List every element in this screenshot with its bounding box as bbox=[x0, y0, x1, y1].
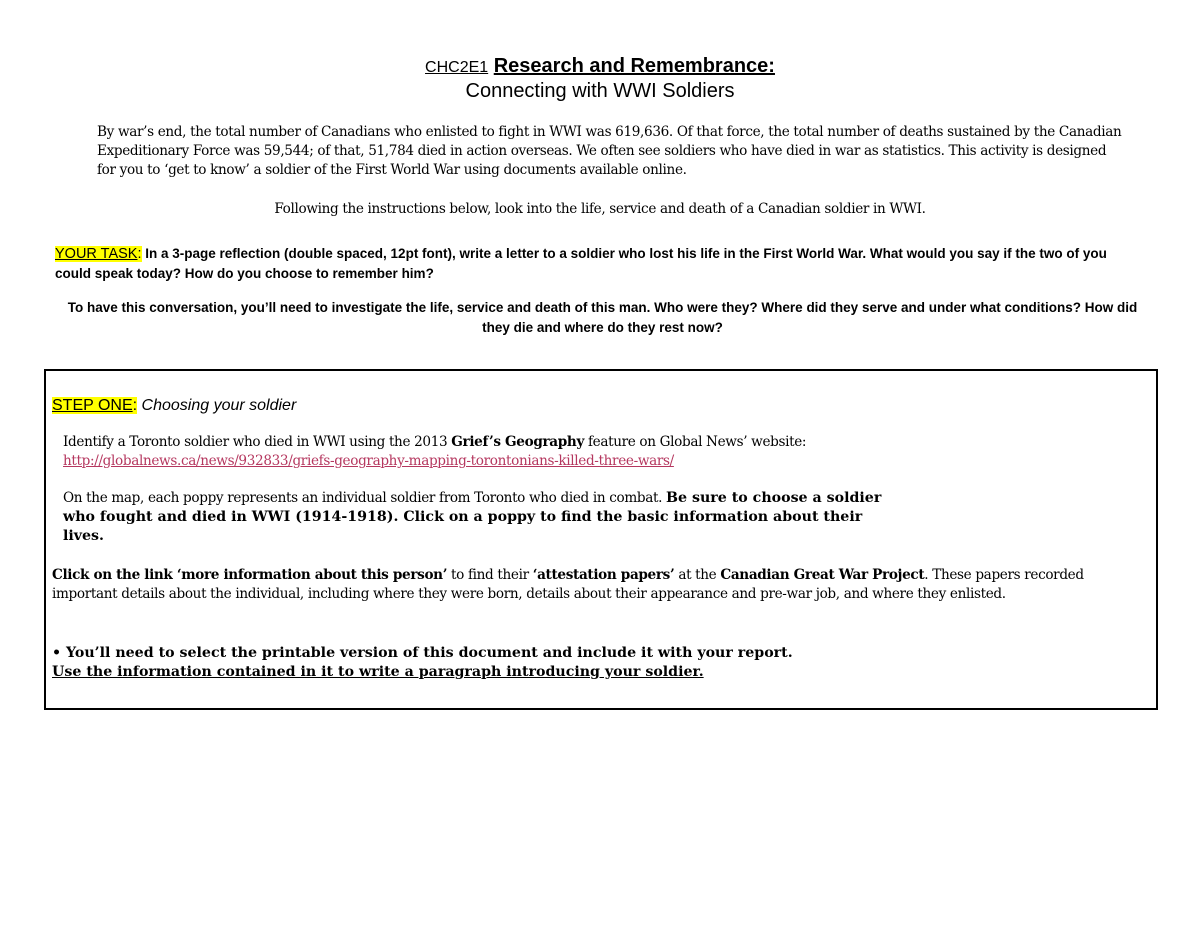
intro-paragraph bbox=[97, 123, 1127, 180]
page-title bbox=[0, 54, 1200, 80]
task-label: YOUR TASK: bbox=[55, 246, 142, 262]
your-task bbox=[55, 244, 1145, 283]
title-text: Research and Remembrance: bbox=[493, 55, 775, 77]
printable-bullet: • You’ll need to select the printable version of this document and include it with your report. bbox=[52, 645, 793, 661]
step-one-heading: STEP ONE: Choosing your soldier bbox=[52, 397, 297, 414]
global-news-link[interactable]: http://globalnews.ca/news/932833/griefs-geography-mapping-torontonians-killed-three-wars/ bbox=[63, 453, 674, 469]
course-code: CHC2E1 bbox=[425, 59, 489, 76]
task-text: In a 3-page reflection (double spaced, 12pt font), write a letter to a soldier who lost his life in the First World War. What would you say if the two of you could speak today? How do you choose to remember him? bbox=[55, 246, 1107, 281]
intro-text: By war’s end, the total number of Canadians who enlisted to fight in WWI was 619,636. Of that force, the total number of deaths sustained by the Canadian Expeditionary Force was 59,544; of that, 51,784 died in action overseas. We often see soldiers who have died in war as statistics. This activity is designed for you to ‘get to know’ a soldier of the First World War using documents available online. bbox=[97, 124, 1122, 178]
identify-paragraph: Identify a Toronto soldier who died in WWI using the 2013 Grief’s Geography feature on Global News’ website: http://globalnews.ca/news/932833/griefs-geography-mapping-torontonians-killed-three-wars/ bbox=[63, 434, 807, 469]
page-subtitle: Connecting with WWI Soldiers bbox=[465, 80, 735, 102]
griefs-geography-title: Grief’s Geography bbox=[451, 434, 584, 450]
following-instructions: Following the instructions below, look into the life, service and death of a Canadian soldier in WWI. bbox=[274, 201, 926, 217]
attestation-paragraph: Click on the link ‘more information about this person’ to find their ‘attestation papers’ at the Canadian Great War Project. These papers recorded important details about the individual, including where they were born, details about their appearance and pre-war job, and where they enlisted. bbox=[52, 567, 1084, 602]
map-paragraph: On the map, each poppy represents an individual soldier from Toronto who died in combat. Be sure to choose a soldier who fought and died in WWI (1914-1918). Click on a poppy to find the basic information about their lives. bbox=[63, 490, 882, 544]
step-one-label: STEP ONE bbox=[52, 397, 133, 414]
printable-instructions bbox=[52, 644, 1112, 682]
step-one-subtitle: Choosing your soldier bbox=[137, 397, 297, 414]
map-instruction-bold: Be sure to choose a soldier who fought and died in WWI (1914-1918). Click on a poppy to find the basic information about their lives. bbox=[63, 490, 882, 544]
conversation-prompt: To have this conversation, you’ll need to investigate the life, service and death of this man. Who were they? Where did they serve and under what conditions? How did they die and where do they rest now? bbox=[67, 300, 1138, 335]
introduce-soldier-instruction: Use the information contained in it to write a paragraph introducing your soldier. bbox=[52, 664, 704, 680]
